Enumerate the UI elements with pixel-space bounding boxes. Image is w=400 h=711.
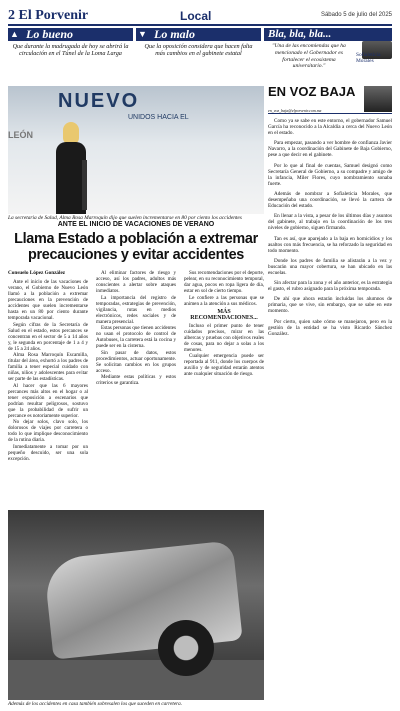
en-voz-baja-header xyxy=(268,86,392,114)
crash-photo-caption: Además de los accidentes en casa también sobresalen los que suceden en carretera. xyxy=(8,701,183,707)
article-paragraph: Ante el inicio de las vacaciones de verano, el Gobierno de Nuevo León llamó a la población a extremar precauciones en la prevención de accidentes que suelen incrementarse hasta en un 80 por ciento durante temporada vacacional. xyxy=(8,279,88,321)
article-paragraph: Cualquier emergencia puede ser reportada al 911, donde los cuerpos de auxilio y de seguridad estarán atentos ante cualquier situación de riesgo. xyxy=(184,353,264,377)
teaser-good-label: Lo bueno xyxy=(26,27,74,41)
microphone-stand xyxy=(82,160,87,210)
en-voz-baja-column xyxy=(268,118,392,703)
article-paragraph: La importancia del registro de temporadas, estrategias de prevención, vigilancia, rutas en medios electrónicos, redes sociales y de manera presencial. xyxy=(96,294,176,325)
photo-sign-subtext: UNIDOS HACIA EL xyxy=(128,114,189,121)
column-paragraph: De ahí que ahora estarán incluidas los alumnos de primaria, que se vive, sin embargo, que se sabe en este momento. xyxy=(268,296,392,315)
column-paragraph: Sin afectar para la zona y el año anterior, es la estrategia el gasto, el rubro asignado para la próxima temporada. xyxy=(268,280,392,293)
teaser-bad-label: Lo malo xyxy=(154,27,195,41)
article-paragraph: Inmediatamente a tomar por un pequeño descuido, ser una sola excepción. xyxy=(8,443,88,462)
blabla-author: Sofialeticia Morales xyxy=(356,52,381,65)
blabla-label: Bla, bla, bla... xyxy=(264,28,392,41)
en-voz-baja-photo xyxy=(364,86,392,112)
page-number: 2 xyxy=(8,8,15,23)
en-voz-baja-title: EN VOZ BAJA xyxy=(268,84,356,99)
article-column-3 xyxy=(184,270,264,510)
column-paragraph: Para empezar, pasando a ver hombre de confianza Javier Navarro, a la coordinación del Gabinete de Baja Gobierno, pese a que decir en el gabinete. xyxy=(268,140,392,159)
article-paragraph: Alma Rosa Marroquín Escamilla, titular del área, exhortó a los padres de familia a tener especial cuidado con niñas, niños y adolescentes para evitar ser parte de las estadísticas. xyxy=(8,352,88,382)
article-byline: Consuelo López González xyxy=(8,270,66,276)
article-paragraph: Según cifras de la Secretaría de Salud en el estado, estos percances se concentran en el sector de 5 a 14 años y, le segunda en porcentaje de 1 a 4 y de 15 a 24 años. xyxy=(8,321,88,352)
thumbs-up-icon: ▲ xyxy=(10,29,19,39)
en-voz-baja-email: en_voz_baja@elporvenir.com.mx xyxy=(268,108,322,113)
column-paragraph: Además de nombrar a Sofialeticia Morales, que desempeñaba una coordinación, se llevó la cartera de Educación del estado. xyxy=(268,190,392,210)
teaser-good-bar xyxy=(8,28,133,41)
article-paragraph: Mediante estas políticas y estos criterios se garantiza. xyxy=(96,374,176,386)
column-paragraph: En llenar a la vista, a pesar de los últimos días y asuntos del gabinete, al trabajo en la coordinación de los tres niveles de gobierno, siguen firmando. xyxy=(268,213,392,232)
column-paragraph: Tan es así, que aparejado a la baja en homicidios y los asaltos con más frecuencia, se ha reforzado la seguridad en todo momento. xyxy=(268,235,392,254)
article-column-2 xyxy=(96,270,176,510)
issue-date: Sábado 5 de julio del 2025 xyxy=(320,12,392,18)
speaker-head xyxy=(63,122,79,144)
article-headline: Llama Estado a población a extremar precauciones y evitar accidentes xyxy=(14,231,258,263)
top-photo-caption: La secretaria de Salud, Alma Rosa Marroquín dijo que suelen incrementarse en 80 por ciento los accidentes xyxy=(8,215,242,221)
teaser-bad-bar xyxy=(136,28,261,41)
article-paragraph: Al eliminar factores de riesgo y acceso, así los padres, adultos más conscientes a alertar sobre ataques inmediatos. xyxy=(96,270,176,294)
column-paragraph: Por cierto, quien sabe cómo se manejaron, pero en la gestión de la entidad se ha visto Ricardo Sánchez González. xyxy=(268,318,392,337)
page-header xyxy=(8,8,392,26)
teaser-bad xyxy=(136,28,261,83)
section-title: Local xyxy=(180,9,212,23)
photo-sign-text: NUEVO xyxy=(58,90,140,112)
column-paragraph: Por lo que al final de cuentas, Samuel designó como Secretaría General de Gobierno, a su compadre y amigo de la infancia, Miler Flores, cuyo nombramiento sonaba fuerte. xyxy=(268,162,392,187)
article-column-1 xyxy=(8,270,88,510)
teaser-good xyxy=(8,28,133,83)
article-paragraph: Sus recomendaciones por el deporte, pelear, en su reconocimiento temporal, dar agua, pocos en ropa ligera de día, estar en sol de cierto tiempo. xyxy=(184,270,264,294)
newspaper-name: El Porvenir xyxy=(18,8,89,23)
thumbs-down-icon: ▼ xyxy=(138,29,147,39)
page-number-and-newspaper xyxy=(8,8,88,24)
photo-logo-text: LEÓN xyxy=(8,130,34,140)
article-kicker: ANTE EL INICIO DE VACACIONES DE VERANO xyxy=(57,221,215,228)
article-subhead: MÁS RECOMENDACIONES... xyxy=(190,308,258,321)
teaser-good-text: Que durante la madrugada de hoy se abrirá la circulación en el Túnel de la Loma Larga xyxy=(12,43,129,58)
article-paragraph: Al hacer que las 6 mayores percances más altos en el hogar o al tener exposición a escenarios que podrían resultar peligrosos, sostuvo que la probabilidad de sufrir un percance es notoriamente superior. xyxy=(8,382,88,419)
column-paragraph: Donde los padres de familia se alistarán a la vez y buscarán una mayor cobertura, se han ubicado en las escuelas. xyxy=(268,257,392,276)
column-paragraph: Como ya se sabe en este entorno, el gobernador Samuel García ha reconocido a la Alcaldía a cerca del Nuevo León en el estado. xyxy=(268,118,392,137)
crash-ground xyxy=(8,660,264,700)
article-paragraph: Sin pasar de datos, estos procedimientos, actuar oportunamente. Se solicitan cambios en los grupos acceso. xyxy=(96,349,176,374)
article-paragraph: Incluso el primer punto de tener cuidados precisos, mirar en las albercas y pruebas con objetivos reales de cosas, para no dejar a solas a los menores. xyxy=(184,322,264,353)
top-photo xyxy=(8,86,264,214)
teaser-bad-text: Que la oposición considera que hacen falta más cambios en el gabinete estatal xyxy=(144,43,253,58)
car-wheel xyxy=(158,620,214,676)
blabla-quote: "Una de las encomiendas que ha mencionado el Gobernador es fortalecer el ecosistema universitario." xyxy=(272,43,346,70)
article-paragraph: No dejar solos, clavo solo, los dolorosos de viajes por carretera o todo lo que implique desconocimiento de la rutina diaria. xyxy=(8,419,88,443)
article-paragraph: Estas personas que tienen accidentes no usan el protocolo de control de Autobuses, la carretera está la cocina y puede ser en la cisterna. xyxy=(96,325,176,349)
article-paragraph: Le confiere a las personas que se animen a la atención a sus médicos. xyxy=(184,294,264,307)
crash-photo xyxy=(8,510,264,700)
blabla-box xyxy=(264,28,392,83)
